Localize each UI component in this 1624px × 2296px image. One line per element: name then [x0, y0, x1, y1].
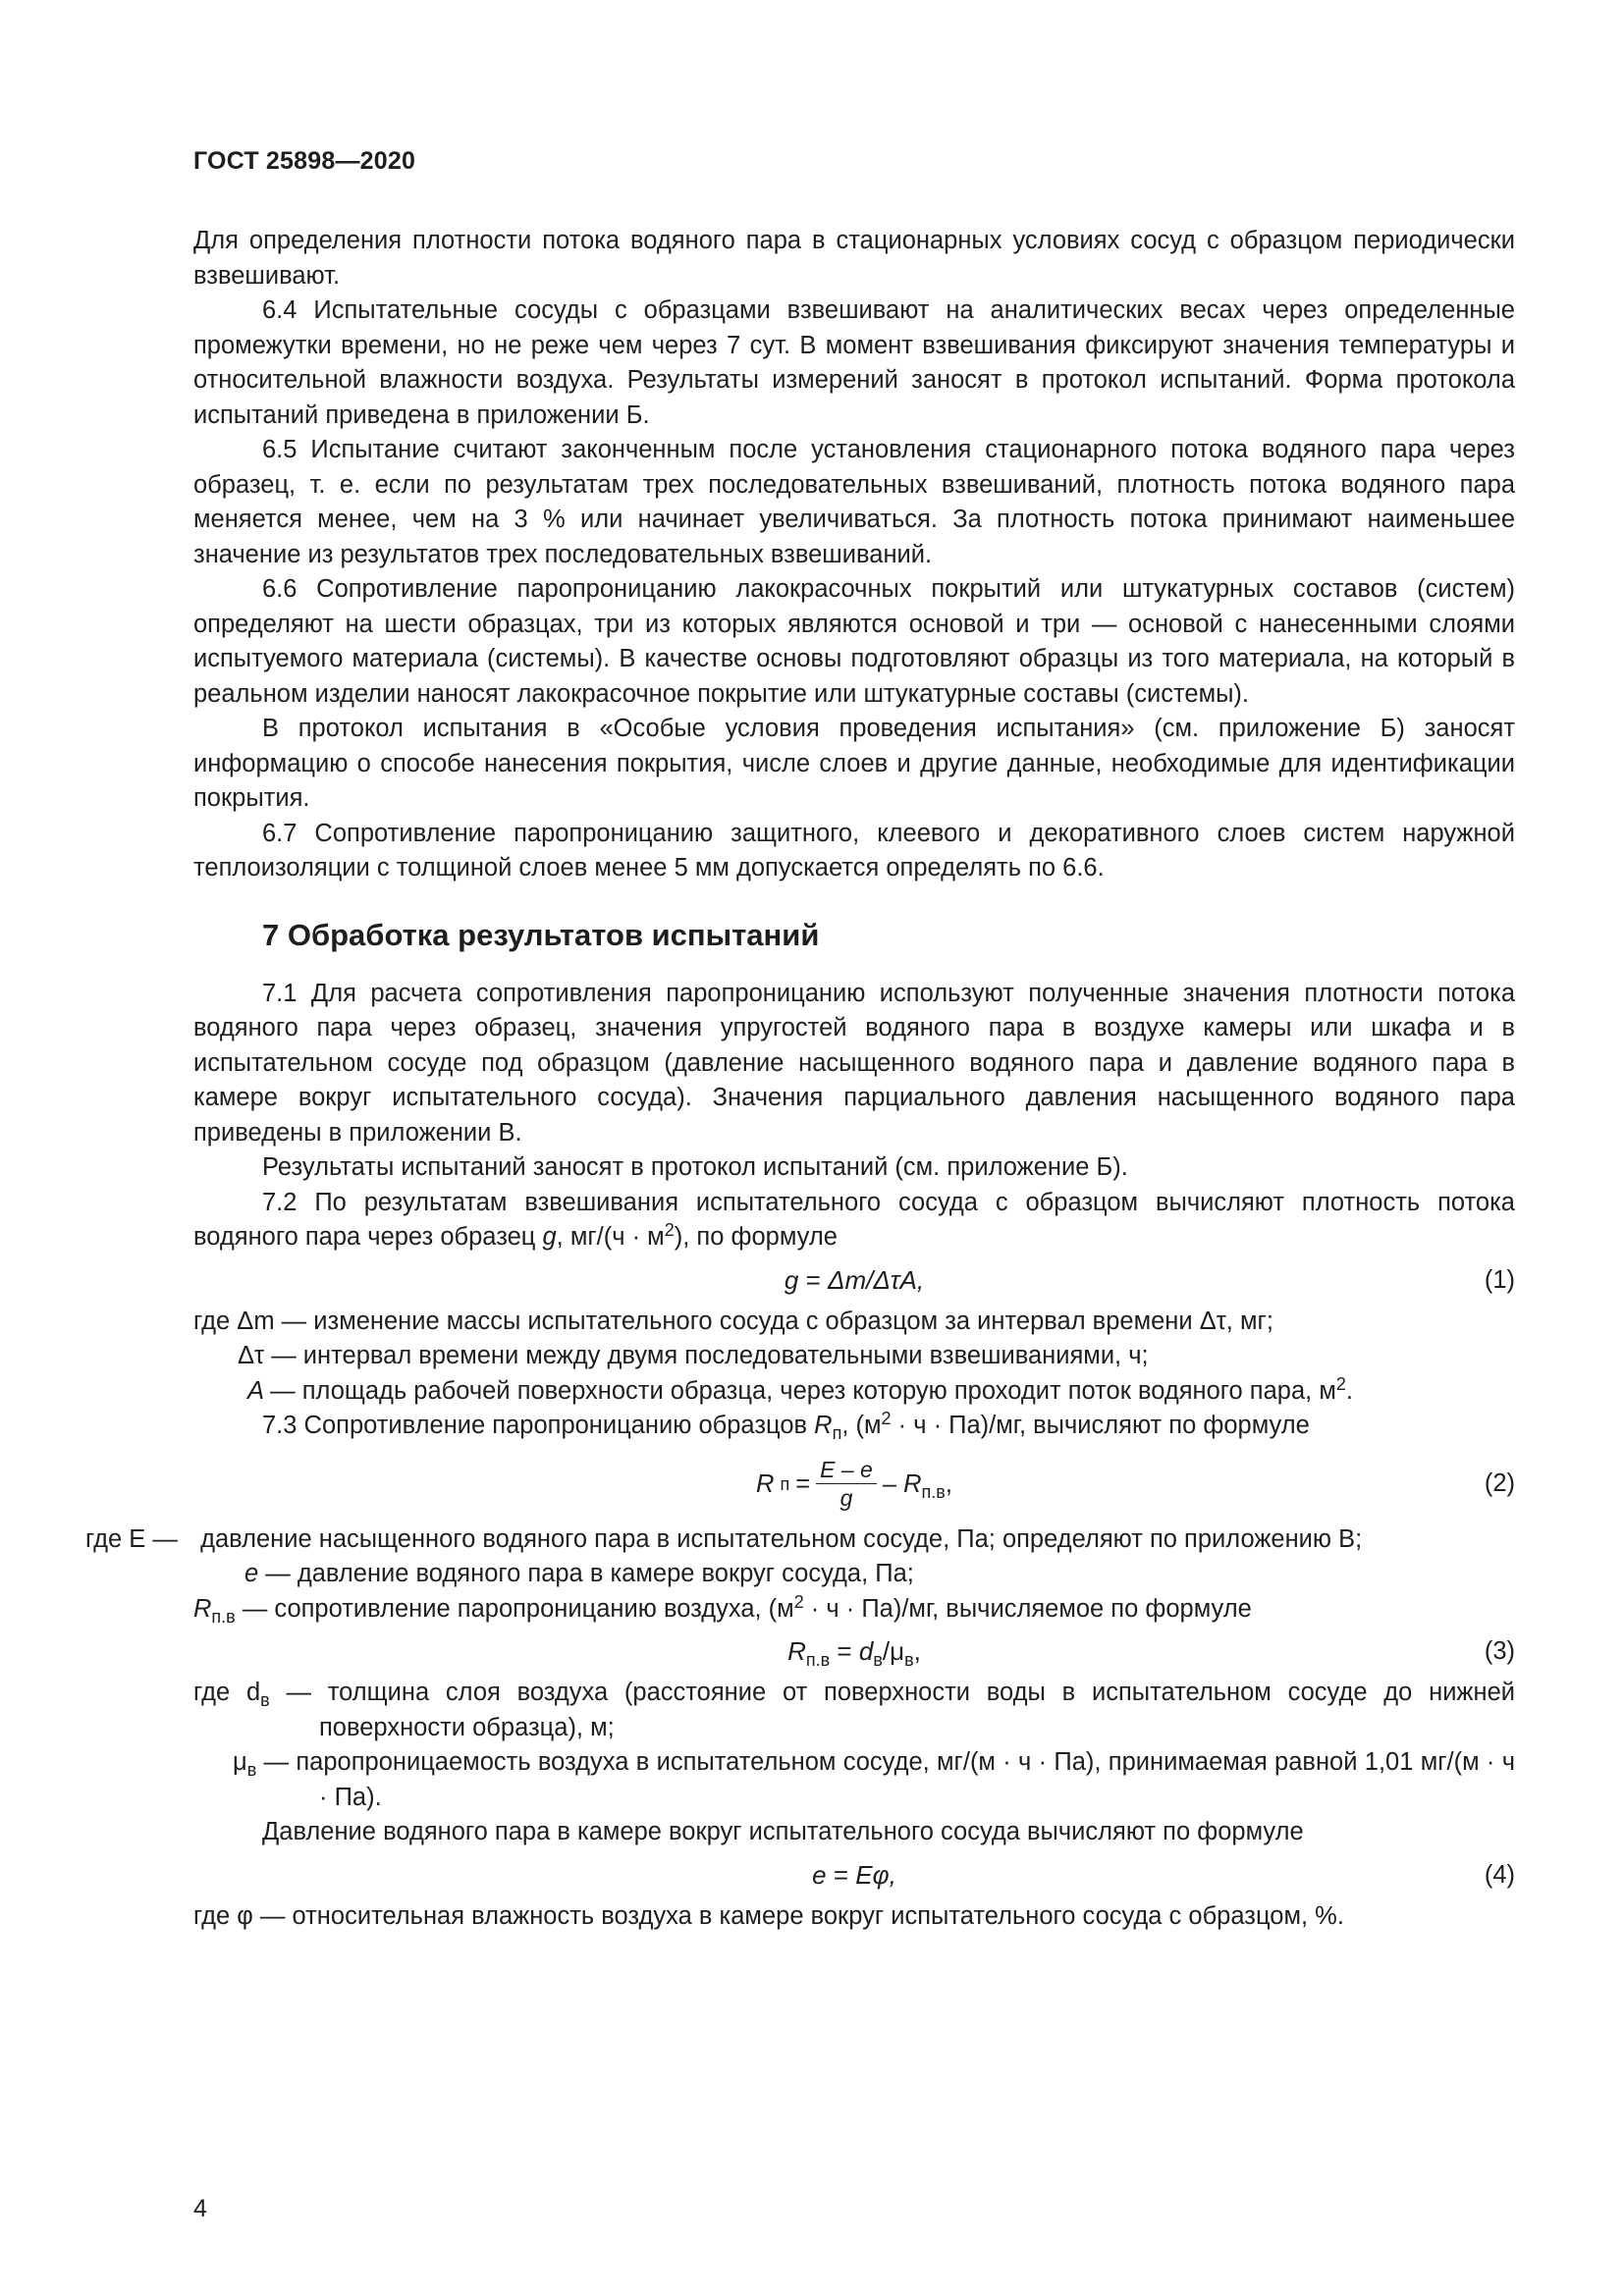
where-d: где $d_в$ — толщина слоя воздуха (расстояние от поверхности воды в испытательном сосуде до нижней поверхности образца), м; [193, 1679, 1515, 1741]
formula-1: g = Δm/ΔτA, (1) [193, 1255, 1515, 1305]
paragraph-e-calc: Давление водяного пара в камере вокруг испытательного сосуда вычисляют по формуле [262, 1818, 1304, 1845]
paragraph-6-6: 6.6 Сопротивление паропроницанию лакокрасочных покрытий или штукатурных составов (систем) определяют на шести образцах, три из которых являются основой и три — основой с нанесенными слоями испытуемого материала (системы). В качестве основы подготовляют образцы из того материала, на который в реальном изделии наносят лакокрасочное покрытие или штукатурные составы (системы). [193, 575, 1515, 708]
paragraph-7-1-results: Результаты испытаний заносят в протокол испытаний (см. приложение Б). [262, 1153, 1128, 1181]
paragraph-6-7: 6.7 Сопротивление паропроницанию защитного, клеевого и декоративного слоев систем наружной теплоизоляции с толщиной слоев менее 5 мм допускается определять по 6.6. [193, 819, 1515, 881]
where-block-1 [193, 1305, 1515, 1410]
formula-3-number: (3) [1484, 1637, 1515, 1665]
where-block-4 [193, 1899, 1515, 1935]
where-mu: $\mu_в$ — паропроницаемость воздуха в испытательном сосуде, мг/(м · ч · Па), принимаемая равной 1,01 мг/(м · ч · Па). [233, 1748, 1515, 1811]
where-a: A — площадь рабочей поверхности образца, через которую проходит поток водяного пара, $м^2$. [247, 1373, 1353, 1405]
page-content [85, 224, 1515, 1934]
where-dt: Δτ — интервал времени между двумя последовательными взвешиваниями, ч; [238, 1342, 1149, 1369]
paragraph-6-5: 6.5 Испытание считают законченным после установления стационарного потока водяного пара через образец, т. е. если по результатам трех последовательных взвешиваний, плотность потока водяного пара меняется менее, чем на 3 % или начинает увеличиваться. За плотность потока принимают наименьшее значение из результатов трех последовательных взвешиваний. [193, 436, 1515, 568]
where-e: где E — давление насыщенного водяного пара в испытательном сосуде, Па; определяют по приложению В; [85, 1524, 1363, 1553]
formula-3: $R_{п.в} = d_в/\mu_в$, (3) [193, 1627, 1515, 1676]
where-block-3 [193, 1676, 1515, 1815]
section-7-title: 7 Обработка результатов испытаний [262, 917, 820, 952]
formula-4: e = Eφ, (4) [193, 1850, 1515, 1899]
formula-2-number: (2) [1484, 1468, 1515, 1497]
paragraph-6-6-protocol: В протокол испытания в «Особые условия проведения испытания» (см. приложение Б) заносят информацию о способе нанесения покрытия, числе слоев и другие данные, необходимые для идентификации покрытия. [193, 715, 1515, 812]
paragraph-7-1: 7.1 Для расчета сопротивления паропроницанию используют полученные значения плотности потока водяного пара через образец, значения упругостей водяного пара в воздухе камеры или шкафа и в испытательном сосуде под образцом (давление насыщенного водяного пара и давление водяного пара в камере вокруг испытательного сосуда). Значения парциального давления насыщенного водяного пара приведены в приложении В. [193, 979, 1515, 1147]
paragraph-7-2: 7.2 По результатам взвешивания испытательного сосуда с образцом вычисляют плотность потока водяного пара через образец g, $мг/(ч \cdot м^2)$, по формуле [193, 1188, 1515, 1251]
where-block-2 [85, 1522, 1515, 1628]
where-e-small: e — давление водяного пара в камере вокруг сосуда, Па; [244, 1560, 914, 1587]
paragraph-7-3: 7.3 Сопротивление паропроницанию образцов $R_п$, $(м^2 \cdot ч \cdot Па)/мг$, вычисляют по формуле [262, 1409, 1310, 1443]
formula-2-expression: R п = $\frac{E - e}{g}$ – $R_{п.в}$, [756, 1457, 952, 1512]
formula-2 [193, 1444, 1515, 1522]
formula-2-fraction: $\frac{E - e}{g}$ [816, 1456, 877, 1512]
page-number: 4 [193, 2195, 207, 2222]
document-header: ГОСТ 25898—2020 [193, 147, 416, 175]
where-dm: где Δm — изменение массы испытательного сосуда с образцом за интервал времени Δτ, мг; [193, 1307, 1273, 1335]
where-r-pv: $R_{п.в}$ — сопротивление паропроницанию воздуха, $(м^2 \cdot ч \cdot Па)/мг$, вычисляемое по формуле [193, 1591, 1252, 1627]
formula-1-number: (1) [1484, 1265, 1515, 1294]
where-phi: где φ — относительная влажность воздуха в камере вокруг испытательного сосуда с образцом, %. [193, 1901, 1344, 1930]
paragraph-continued: Для определения плотности потока водяного пара в стационарных условиях сосуд с образцом периодически взвешивают. [193, 227, 1515, 290]
paragraph-6-4: 6.4 Испытательные сосуды с образцами взвешивают на аналитических весах через определенные промежутки времени, но не реже чем через 7 сут. В момент взвешивания фиксируют значения температуры и относительной влажности воздуха. Результаты измерений заносят в протокол испытаний. Форма протокола испытаний приведена в приложении Б. [193, 296, 1515, 429]
formula-4-number: (4) [1484, 1860, 1515, 1889]
